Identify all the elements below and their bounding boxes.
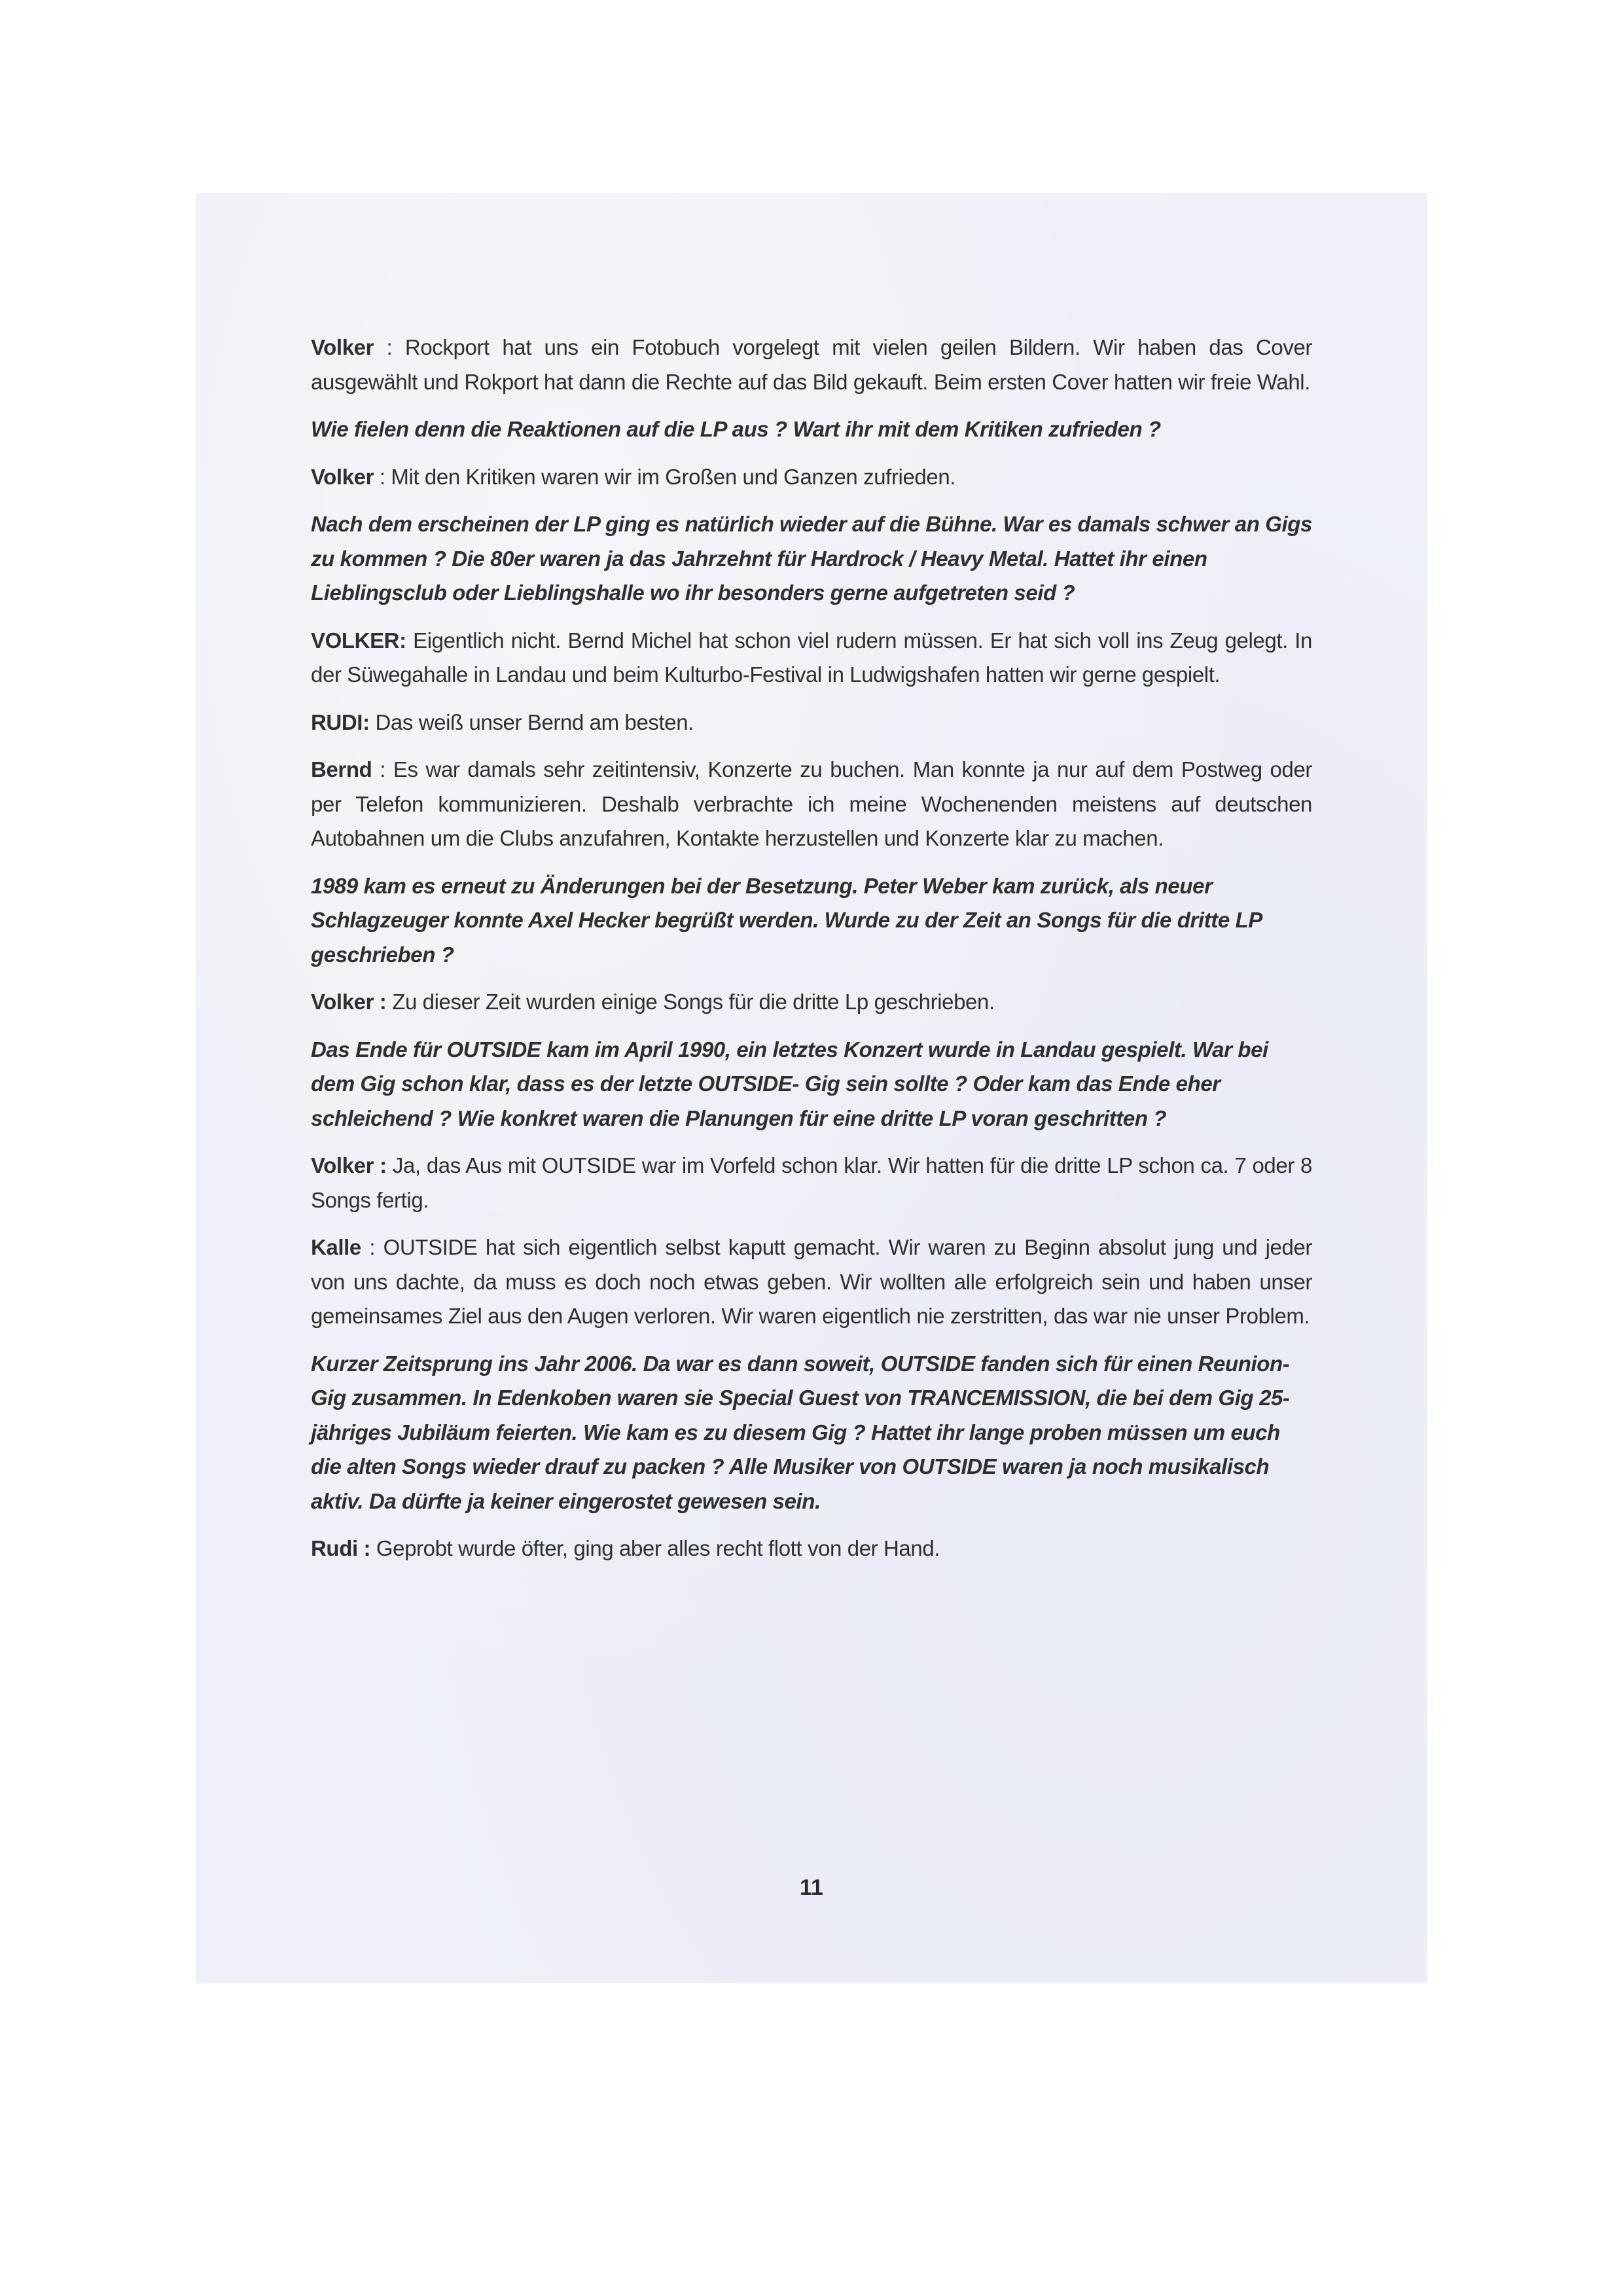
page-number: 11 <box>800 1875 823 1900</box>
separator: : <box>372 757 393 781</box>
answer-paragraph <box>311 985 1312 1020</box>
speaker-name: Volker <box>311 335 374 359</box>
speaker-name: Rudi : <box>311 1536 371 1560</box>
interview-text <box>311 331 1312 1579</box>
separator <box>370 1536 376 1560</box>
question-paragraph: Kurzer Zeitsprung ins Jahr 2006. Da war es dann soweit, OUTSIDE fanden sich für einen Reunion-Gig zusammen. In Edenkoben waren sie Special Guest von TRANCEMISSION, die bei dem Gig 25-jähriges Jubiläum feierten. Wie kam es zu diesem Gig ? Hattet ihr lange proben müssen um euch die alten Songs wieder drauf zu packen ? Alle Musiker von OUTSIDE waren ja noch musikalisch aktiv. Da dürfte ja keiner eingerostet gewesen sein. <box>311 1351 1290 1513</box>
answer-text: Eigentlich nicht. Bernd Michel hat schon viel rudern müssen. Er hat sich voll ins Zeug gelegt. In der Süwegahalle in Landau und beim Kulturbo-Festival in Ludwigshafen hatten wir gerne gespielt. <box>311 628 1312 687</box>
speaker-name: Volker <box>311 464 374 489</box>
separator <box>406 628 413 653</box>
speaker-name: Kalle <box>311 1235 361 1259</box>
answer-paragraph <box>311 1149 1312 1217</box>
answer-text: Es war damals sehr zeitintensiv, Konzerte zu buchen. Man konnte ja nur auf dem Postweg oder per Telefon kommunizieren. Deshalb verbrachte ich meine Wochenenden meistens auf deutschen Autobahnen um die Clubs anzufahren, Kontakte herzustellen und Konzerte klar zu machen. <box>311 757 1312 850</box>
answer-paragraph <box>311 460 1312 495</box>
answer-text: Ja, das Aus mit OUTSIDE war im Vorfeld schon klar. Wir hatten für die dritte LP schon ca. 7 oder 8 Songs fertig. <box>311 1153 1312 1212</box>
answer-text: Geprobt wurde öfter, ging aber alles recht flott von der Hand. <box>376 1536 940 1560</box>
answer-text: Das weiß unser Bernd am besten. <box>375 709 694 734</box>
speaker-name: VOLKER: <box>311 628 406 653</box>
answer-paragraph <box>311 331 1312 399</box>
answer-text: OUTSIDE hat sich eigentlich selbst kaputt gemacht. Wir waren zu Beginn absolut jung und jeder von uns dachte, da muss es doch noch etwas geben. Wir wollten alle erfolgreich sein und haben unser gemeinsames Ziel aus den Augen verloren. Wir waren eigentlich nie zerstritten, das war nie unser Problem. <box>311 1235 1312 1328</box>
answer-paragraph <box>311 1532 1312 1566</box>
scanned-page <box>196 193 1427 1983</box>
separator <box>387 1153 393 1177</box>
question-paragraph: 1989 kam es erneut zu Änderungen bei der Besetzung. Peter Weber kam zurück, als neuer Schlagzeuger konnte Axel Hecker begrüßt werden. Wurde zu der Zeit an Songs für die dritte LP geschrieben ? <box>311 873 1262 967</box>
question-paragraph: Nach dem erscheinen der LP ging es natürlich wieder auf die Bühne. War es damals schwer an Gigs zu kommen ? Die 80er waren ja das Jahrzehnt für Hardrock / Heavy Metal. Hattet ihr einen Lieblingsclub oder Lieblingshalle wo ihr besonders gerne aufgetreten seid ? <box>311 512 1312 605</box>
speaker-name: Bernd <box>311 757 372 781</box>
separator: : <box>374 335 405 359</box>
answer-text: Zu dieser Zeit wurden einige Songs für die dritte Lp geschrieben. <box>392 990 995 1014</box>
separator <box>386 990 392 1014</box>
separator: : <box>374 464 391 489</box>
question-paragraph: Wie fielen denn die Reaktionen auf die LP aus ? Wart ihr mit dem Kritiken zufrieden ? <box>311 417 1161 441</box>
answer-text: Rockport hat uns ein Fotobuch vorgelegt mit vielen geilen Bildern. Wir haben das Cover ausgewählt und Rokport hat dann die Rechte auf das Bild gekauft. Beim ersten Cover hatten wir freie Wahl. <box>311 335 1312 394</box>
question-paragraph: Das Ende für OUTSIDE kam im April 1990, ein letztes Konzert wurde in Landau gespielt. War bei dem Gig schon klar, dass es der letzte OUTSIDE- Gig sein sollte ? Oder kam das Ende eher schleichend ? Wie konkret waren die Planungen für eine dritte LP voran geschritten ? <box>311 1037 1268 1130</box>
answer-text: Mit den Kritiken waren wir im Großen und Ganzen zufrieden. <box>391 464 956 489</box>
answer-paragraph <box>311 753 1312 856</box>
speaker-name: Volker : <box>311 1153 387 1177</box>
answer-paragraph <box>311 706 1312 740</box>
answer-paragraph <box>311 624 1312 692</box>
speaker-name: Volker : <box>311 990 387 1014</box>
answer-paragraph <box>311 1230 1312 1334</box>
separator: : <box>361 1235 383 1259</box>
speaker-name: RUDI: <box>311 709 370 734</box>
